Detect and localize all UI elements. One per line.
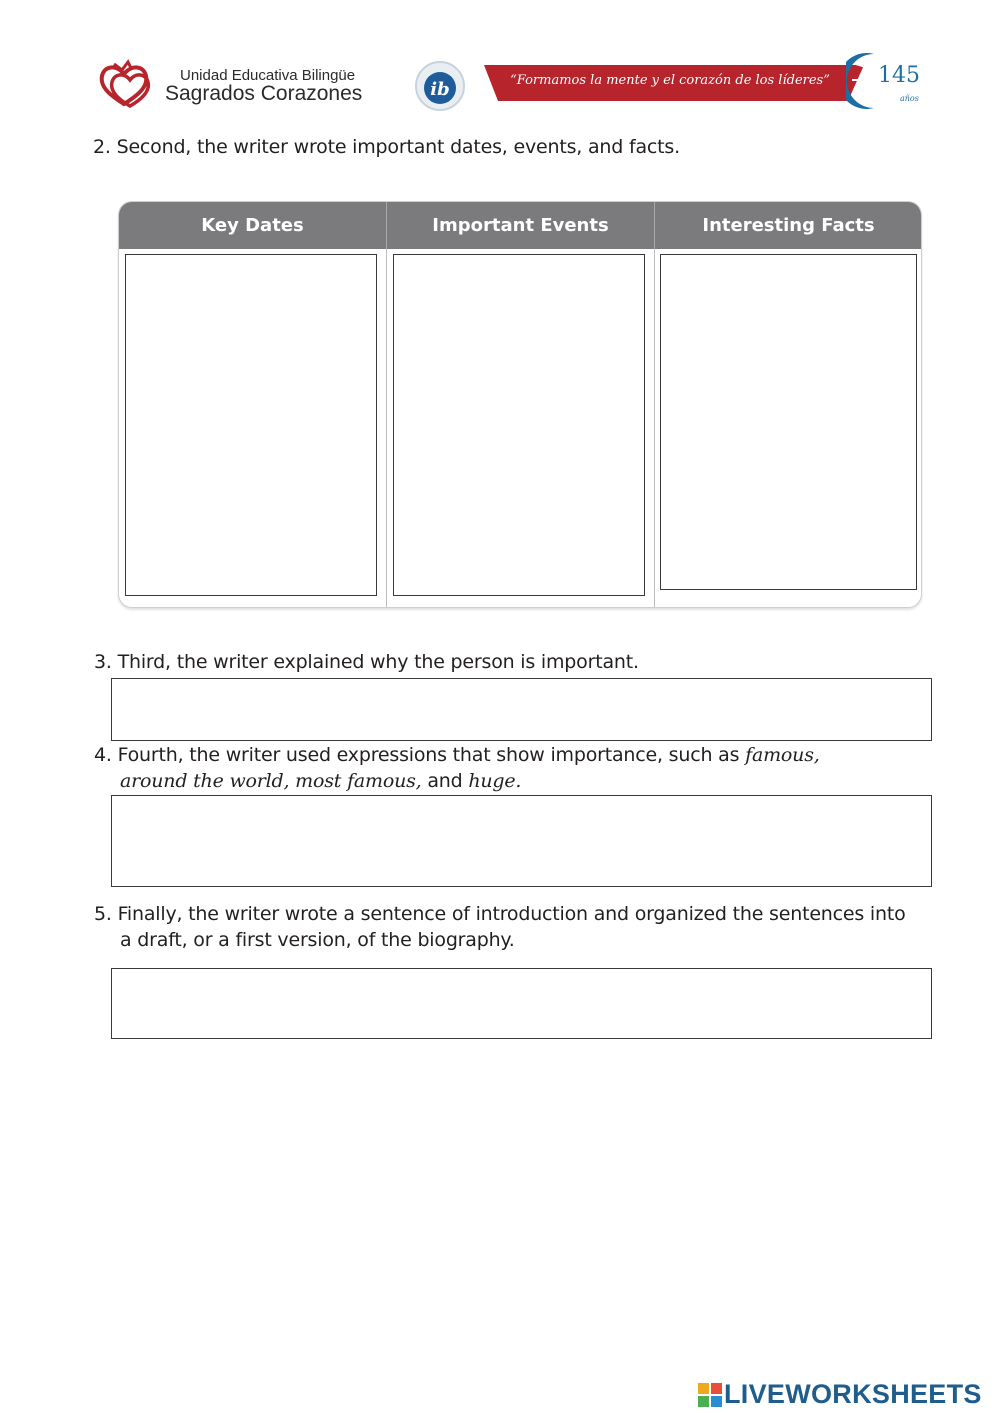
anniversary-label: años — [900, 94, 919, 103]
question-3-number: 3. — [94, 651, 112, 673]
header-divider — [654, 202, 655, 249]
question-2-text: Second, the writer wrote important dates, events, and facts. — [116, 136, 680, 158]
question-4-example-famous: famous, — [745, 744, 820, 766]
question-4-text-plain: Fourth, the writer used expressions that show importance, such as — [117, 744, 746, 766]
column-header-interesting-facts: Interesting Facts — [702, 215, 875, 236]
interesting-facts-input-box[interactable] — [660, 254, 917, 590]
question-5-text-line1: Finally, the writer wrote a sentence of introduction and organized the sentences into — [117, 903, 906, 925]
school-name-line1: Unidad Educativa Bilingüe — [180, 67, 356, 84]
question-4-conjunction: and — [421, 770, 469, 792]
header-divider — [386, 202, 387, 249]
important-events-input-box[interactable] — [393, 254, 645, 596]
svg-text:ib: ib — [430, 79, 450, 100]
key-dates-input-box[interactable] — [125, 254, 377, 596]
school-crest-icon — [94, 58, 158, 110]
column-header-key-dates: Key Dates — [201, 215, 304, 236]
question-4-example-huge: huge. — [468, 770, 522, 792]
question-5-text-line2: a draft, or a first version, of the biography. — [120, 929, 515, 951]
question-5-answer-box[interactable] — [111, 968, 932, 1039]
column-divider — [654, 202, 655, 608]
key-dates-events-facts-chart — [118, 201, 922, 608]
question-4-answer-box[interactable] — [111, 795, 932, 887]
liveworksheets-icon — [698, 1383, 722, 1407]
column-header-important-events: Important Events — [432, 215, 609, 236]
ib-world-school-icon — [408, 60, 472, 112]
question-4 — [94, 742, 944, 794]
question-5 — [94, 901, 944, 953]
school-name-line2: Sagrados Corazones — [165, 82, 363, 105]
column-divider — [386, 202, 387, 608]
anniversary-number: 145 — [878, 63, 920, 88]
question-4-number: 4. — [94, 744, 112, 766]
question-3-answer-box[interactable] — [111, 678, 932, 741]
question-3-text: Third, the writer explained why the person is important. — [117, 651, 639, 673]
question-4-examples: around the world, most famous, — [120, 770, 422, 792]
question-5-number: 5. — [94, 903, 112, 925]
liveworksheets-brand[interactable]: LIVEWORKSHEETS — [724, 1379, 982, 1409]
school-motto: “Formamos la mente y el corazón de los líderes” — [510, 73, 830, 88]
question-3 — [94, 649, 639, 675]
question-2-number: 2. — [93, 136, 111, 158]
question-2 — [93, 134, 680, 160]
